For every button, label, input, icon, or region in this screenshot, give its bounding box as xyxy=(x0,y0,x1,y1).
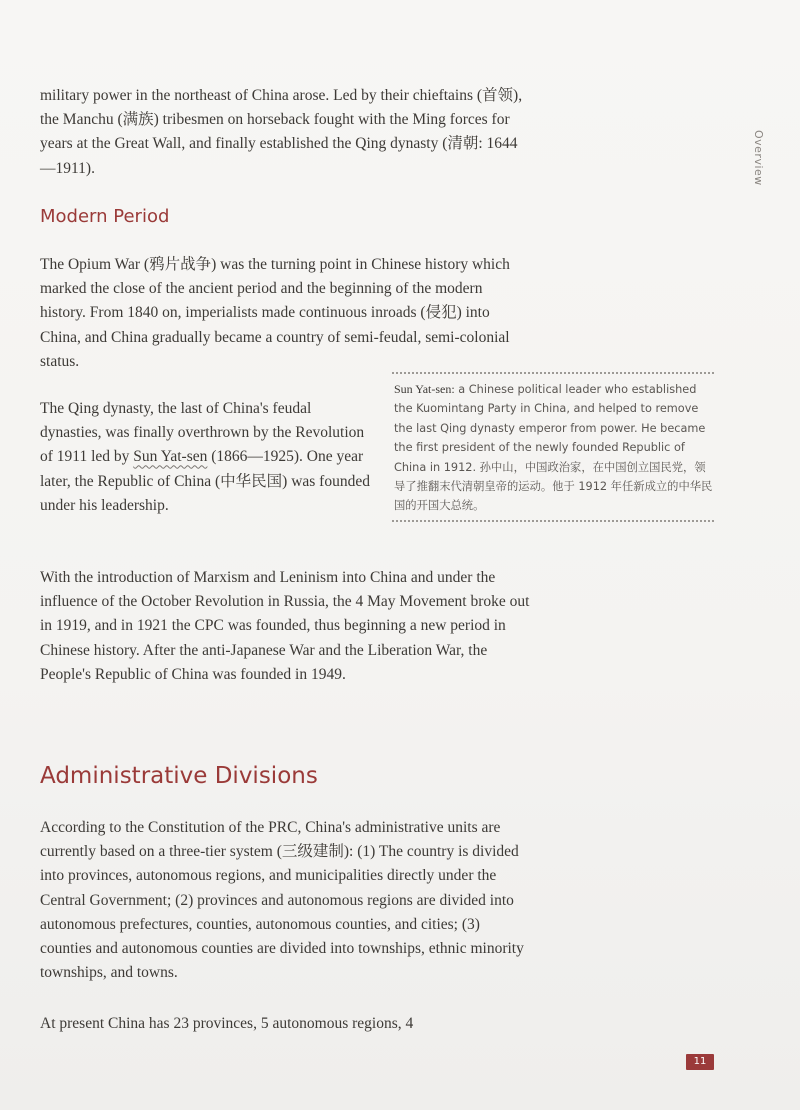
glossary-note xyxy=(394,380,714,516)
paragraph-qing-overthrow-text-b: (1866—1925). One year later, the Republic of China (中华民国) was founded under his leadership. xyxy=(40,448,370,514)
paragraph-qing-origin: military power in the northeast of China arose. Led by their chieftains (首领), the Manchu (满族) tribesmen on horseback fought with the Ming forces for years at the Great Wall, and finally established the Qing dynasty (清朝: 1644—1911). xyxy=(40,87,523,177)
section-tab[interactable]: Overview xyxy=(752,130,765,186)
glossary-note-text: a Chinese political leader who established the Kuomintang Party in China, and helped to remove the last Qing dynasty emperor from power. He became the first president of the newly founded Republic of China in 1912. 孙中山，中国政治家，在中国创立国民党，领导了推翻末代清朝皇帝的运动。他于 1912 年任新成立的中华民国的开国大总统。 xyxy=(394,383,713,513)
paragraph-provinces-count: At present China has 23 provinces, 5 autonomous regions, 4 xyxy=(40,1015,414,1032)
paragraph-qing-overthrow xyxy=(40,397,370,518)
paragraph-administrative-units: According to the Constitution of the PRC, China's administrative units are currently based on a three-tier system (三级建制): (1) The country is divided into provinces, autonomous regions, and municipalities directly under the Central Government; (2) provinces and autonomous regions are divided into autonomous prefectures, counties, autonomous counties, and cities; (3) counties and autonomous counties are divided into townships, ethnic minority townships, and towns. xyxy=(40,819,524,982)
glossary-note-box xyxy=(392,372,714,522)
paragraph-modern-history: With the introduction of Marxism and Leninism into China and under the influence of the October Revolution in Russia, the 4 May Movement broke out in 1919, and in 1921 the CPC was founded, thus beginning a new period in Chinese history. After the anti-Japanese War and the Liberation War, the People's Republic of China was founded in 1949. xyxy=(40,569,530,683)
glossary-note-term: Sun Yat-sen: xyxy=(394,382,455,396)
paragraph-opium-war: The Opium War (鸦片战争) was the turning point in Chinese history which marked the close of the ancient period and the beginning of the modern history. From 1840 on, imperialists made continuous inroads (侵犯) into China, and China gradually became a country of semi-feudal, semi-colonial status. xyxy=(40,256,510,370)
heading-administrative-divisions: Administrative Divisions xyxy=(40,763,318,789)
paragraph-qing-overthrow-text-a: The Qing dynasty, the last of China's feudal dynasties, was finally overthrown by the Revolution of 1911 led by xyxy=(40,400,365,466)
glossary-link-sun-yat-sen[interactable]: Sun Yat-sen xyxy=(133,448,208,466)
heading-modern-period: Modern Period xyxy=(40,206,170,227)
page-number-badge: 11 xyxy=(686,1054,714,1070)
